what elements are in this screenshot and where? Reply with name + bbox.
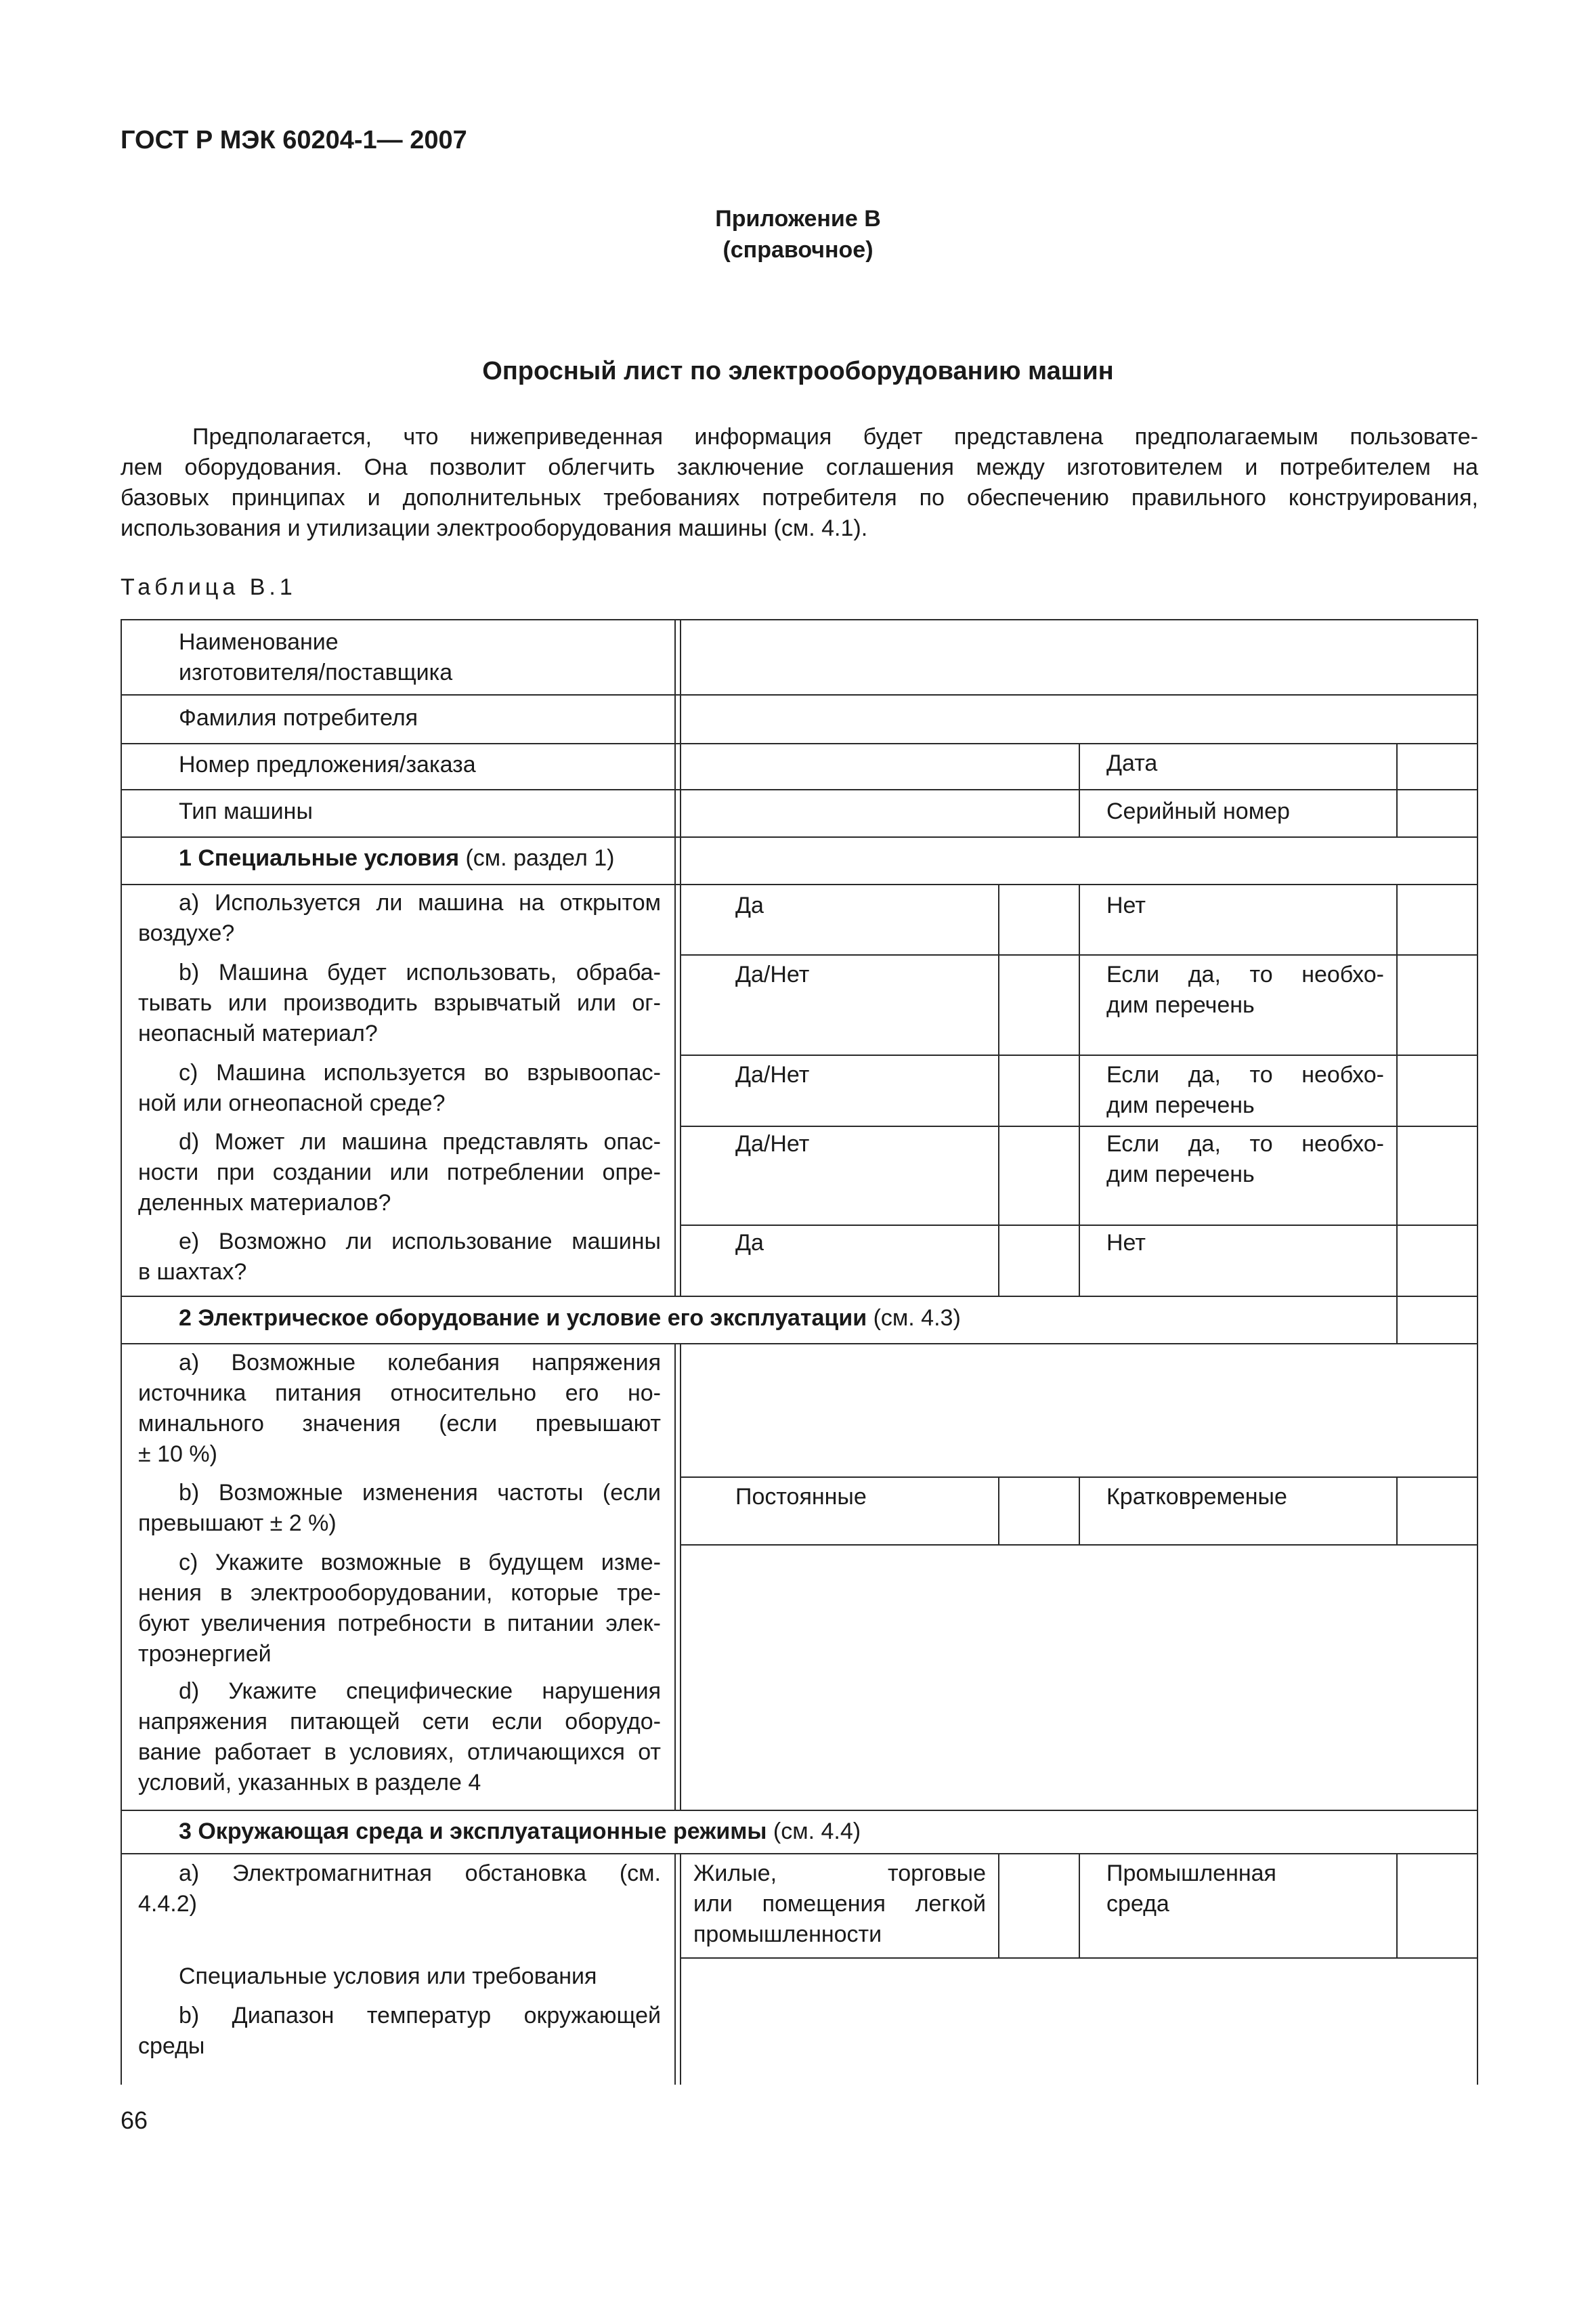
question-line: источника питания относительно его но- xyxy=(138,1380,661,1406)
question-line: троэнергией xyxy=(138,1641,272,1667)
intro-line: использования и утилизации электрооборудования машины (см. 4.1). xyxy=(121,515,868,541)
question-line: в шахтах? xyxy=(138,1259,247,1285)
question-line: b) Машина будет использовать, обраба- xyxy=(179,960,661,985)
answer-no: Нет xyxy=(1106,893,1146,918)
intro-line: базовых принципах и дополнительных требованиях потребителя по обеспечению правильного конструирования, xyxy=(121,485,1478,511)
order-number-label: Номер предложения/заказа xyxy=(179,752,476,778)
question-line: ности при создании или потреблении опре- xyxy=(138,1160,661,1185)
answer-yes: Да xyxy=(735,1230,764,1256)
manufacturer-label-line: Наименование xyxy=(179,629,339,655)
answer-line: Промышленная xyxy=(1106,1860,1276,1886)
question-line: b) Возможные изменения частоты (если xyxy=(179,1480,661,1506)
question-line: среды xyxy=(138,2033,205,2059)
question-line: деленных материалов? xyxy=(138,1190,391,1216)
answer-if-yes xyxy=(1106,1060,1384,1121)
answer-line: Жилые, торговые xyxy=(693,1860,986,1886)
intro-line: лем оборудования. Она позволит облегчить заключение соглашения между изготовителем и потребителем на xyxy=(121,454,1478,480)
question-1e xyxy=(138,1227,661,1288)
manufacturer-label-line: изготовителя/поставщика xyxy=(179,660,453,685)
annex-subtitle: (справочное) xyxy=(722,237,874,263)
answer-line: дим перечень xyxy=(1106,992,1255,1018)
questionnaire-table xyxy=(121,619,1478,2085)
table-label: Таблица В.1 xyxy=(121,574,297,600)
answer-line: или помещения легкой xyxy=(693,1891,986,1917)
question-1a xyxy=(138,888,661,949)
question-1b xyxy=(138,958,661,1049)
question-line: вание работает в условиях, отличающихся от xyxy=(138,1739,661,1765)
answer-if-yes xyxy=(1106,1129,1384,1190)
answer-line: дим перечень xyxy=(1106,1092,1255,1118)
question-3b xyxy=(138,2001,661,2062)
answer-line: дим перечень xyxy=(1106,1162,1255,1187)
special-conditions-label: Специальные условия или требования xyxy=(179,1963,597,1989)
document-header: ГОСТ Р МЭК 60204-1— 2007 xyxy=(121,126,467,154)
question-line: b) Диапазон температур окружающей xyxy=(179,2003,661,2028)
section-2-header: 2 Электрическое оборудование и условие его эксплуатации (см. 4.3) xyxy=(179,1305,961,1331)
question-line: буют увеличения потребности в питании элек- xyxy=(138,1611,661,1636)
question-2a xyxy=(138,1348,661,1470)
question-line: неопасный материал? xyxy=(138,1021,378,1046)
section-1-header: 1 Специальные условия (см. раздел 1) xyxy=(179,845,615,871)
answer-residential xyxy=(693,1858,986,1950)
answer-no: Нет xyxy=(1106,1230,1146,1256)
question-line: с) Машина используется во взрывоопас- xyxy=(179,1060,661,1086)
answer-yes: Да xyxy=(735,893,764,918)
answer-line: среда xyxy=(1106,1891,1169,1917)
question-line: е) Возможно ли использование машины xyxy=(179,1229,661,1254)
intro-paragraph xyxy=(121,422,1478,544)
question-line: минального значения (если превышают xyxy=(138,1411,661,1437)
answer-line: Если да, то необхо- xyxy=(1106,962,1384,987)
questionnaire-title: Опросный лист по электрооборудованию машин xyxy=(482,357,1114,385)
question-line: условий, указанных в разделе 4 xyxy=(138,1770,481,1795)
question-line: тывать или производить взрывчатый или ог- xyxy=(138,990,661,1016)
question-line: d) Укажите специфические нарушения xyxy=(179,1678,661,1704)
answer-if-yes xyxy=(1106,960,1384,1021)
answer-yes-no: Да/Нет xyxy=(735,962,810,987)
question-2c xyxy=(138,1548,661,1669)
question-line: превышают ± 2 %) xyxy=(138,1510,337,1536)
question-1d xyxy=(138,1127,661,1218)
intro-line: Предполагается, что нижеприведенная информация будет представлена предполагаемым пользовате- xyxy=(192,424,1478,450)
question-line: а) Электромагнитная обстановка (см. xyxy=(179,1860,661,1886)
machine-type-label: Тип машины xyxy=(179,799,313,824)
question-2d xyxy=(138,1676,661,1798)
answer-line: Если да, то необхо- xyxy=(1106,1131,1384,1157)
question-line: нения в электрооборудовании, которые тре- xyxy=(138,1580,661,1606)
answer-yes-no: Да/Нет xyxy=(735,1131,810,1157)
question-2b xyxy=(138,1478,661,1539)
page-number: 66 xyxy=(121,2106,148,2134)
question-line: d) Может ли машина представлять опас- xyxy=(179,1129,661,1155)
section-3-header: 3 Окружающая среда и эксплуатационные режимы (см. 4.4) xyxy=(179,1818,861,1844)
answer-industrial xyxy=(1106,1858,1384,1919)
question-line: напряжения питающей сети если оборудо- xyxy=(138,1709,661,1735)
question-line: ной или огнеопасной среде? xyxy=(138,1090,446,1116)
answer-yes-no: Да/Нет xyxy=(735,1062,810,1088)
question-line: ± 10 %) xyxy=(138,1441,217,1467)
answer-line: промышленности xyxy=(693,1921,882,1947)
question-line: а) Используется ли машина на открытом xyxy=(179,890,661,916)
question-line: 4.4.2) xyxy=(138,1891,197,1917)
question-1c xyxy=(138,1058,661,1119)
annex-title: Приложение В xyxy=(715,206,881,232)
question-3a xyxy=(138,1858,661,1919)
serial-number-label: Серийный номер xyxy=(1106,799,1290,824)
answer-line: Если да, то необхо- xyxy=(1106,1062,1384,1088)
question-line: а) Возможные колебания напряжения xyxy=(179,1350,661,1376)
question-line: с) Укажите возможные в будущем изме- xyxy=(179,1550,661,1575)
question-line: воздухе? xyxy=(138,920,235,946)
date-label: Дата xyxy=(1106,750,1158,776)
customer-label: Фамилия потребителя xyxy=(179,705,418,731)
answer-constant: Постоянные xyxy=(735,1484,867,1510)
answer-short-term: Кратковременые xyxy=(1106,1484,1287,1510)
